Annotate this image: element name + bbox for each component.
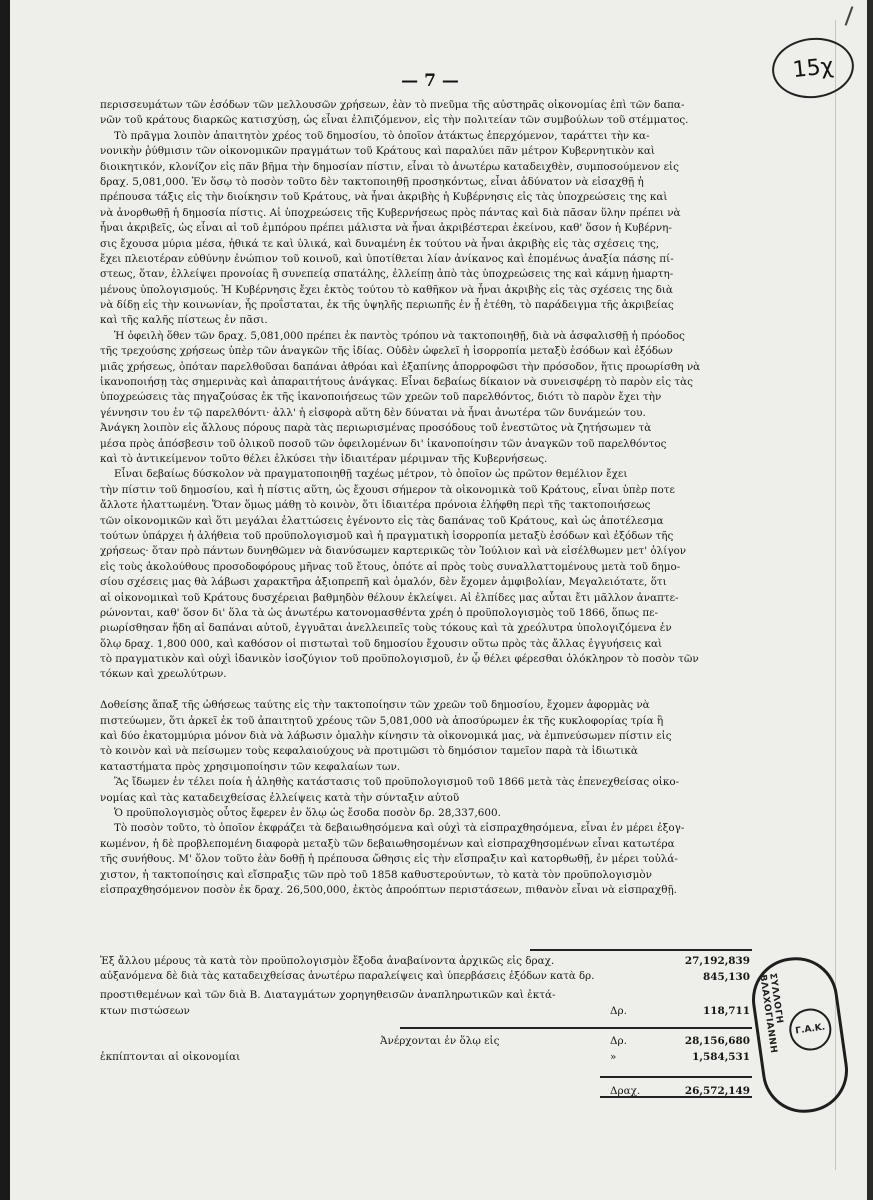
text-line: ὅλῳ δραχ. 1,800 000, καὶ καθόσον οἱ πιστωταὶ τοῦ δημοσίου ἔχουσιν οὕτω πρὸς τὰς ἄλλας ἐγγυήσεις καὶ (100, 637, 663, 650)
table-row (100, 1085, 750, 1101)
table-row-label: προστιθεμένων καὶ τῶν διὰ Β. Διαταγμάτων χορηγηθεισῶν ἀναπληρωτικῶν καὶ ἐκτά- (100, 989, 556, 1001)
text-line: τούτων ὑπάρχει ἡ ἀλήθεια τοῦ προϋπολογισμοῦ καὶ ἡ πραγματικὴ ἰσορροπία μεταξὺ ἐσόδων καὶ ἐξόδων τῆς (100, 529, 674, 542)
text-line: νονικὴν ῥύθμισιν τῶν οἰκονομικῶν πραγμάτων τοῦ Κράτους καὶ παραλύει πᾶν μέτρον Κυβερνητικὸν καὶ (100, 145, 655, 158)
text-line: μένους ὑπολογισμούς. Ἡ Κυβέρνησις ἔχει ἐκτὸς τούτου τὸ καθῆκον νὰ ἦναι ἀκριβὴς εἰς τὰς σχέσεις της διὰ (100, 283, 673, 296)
table-row-amount: 26,572,149 (684, 1085, 750, 1097)
text-line: σις ἔχουσα μύρια μέσα, ἠθικά τε καὶ ὑλικά, καὶ δυναμένη ἐκ τούτου νὰ ἦναι ἀκριβὴς εἰς τὰς σχέσεις της, (100, 237, 660, 250)
table-rule-3 (600, 1076, 752, 1078)
table-row-amount: 118,711 (703, 1005, 750, 1017)
table-row (100, 989, 750, 1005)
text-line: Ἡ ὀφειλὴ ὅθεν τῶν δραχ. 5,081,000 πρέπει ἐκ παντὸς τρόπου νὰ τακτοποιηθῇ, διὰ νὰ ἀσφαλισθῇ ἡ πρόοδος (114, 329, 685, 342)
corner-mark (845, 6, 854, 25)
text-line: διοικητικόν, κλονίζον εἰς πᾶν βῆμα τὴν δημοσίαν πίστιν, εἶναι τὸ ἀνωτέρω καταδειχθὲν, συμποσούμενον εἰς (100, 160, 679, 173)
table-rule-2 (400, 1027, 752, 1029)
text-line: Ἂς ἴδωμεν ἐν τέλει ποία ἡ ἀληθὴς κατάστασις τοῦ προϋπολογισμοῦ τοῦ 1866 μετὰ τὰς ἐπενεχθείσας οἰκο- (114, 776, 680, 789)
text-line: ἔχει πλειοτέραν εὐθύνην ἐνώπιον τοῦ κοινοῦ, καὶ ὑποτίθεται λίαν ἀνίκανος καὶ ἑπομένως ἀναξία πάσης πί- (100, 252, 674, 265)
scan-left-edge (0, 0, 10, 1200)
text-line: Τὸ πρᾶγμα λοιπὸν ἀπαιτητὸν χρέος τοῦ δημοσίου, τὸ ὁποῖον ἀτάκτως ἐπερχόμενον, ταράττει τὴν κα- (114, 129, 650, 142)
table-row-label: Ἐξ ἄλλου μέρους τὰ κατὰ τὸν προϋπολογισμὸν ἔξοδα ἀναβαίνοντα ἀρχικῶς εἰς δραχ. (100, 955, 555, 967)
text-line: τῶν οἰκονομικῶν καὶ ὅτι μεγάλαι ἐλαττώσεις ἐγένοντο εἰς τὰς δαπάνας τοῦ Κράτους, καὶ ὡς ἀποτέλεσμα (100, 514, 664, 527)
text-line: μιᾶς χρήσεως, ὁπόταν παρελθοῦσαι δαπάναι ἀθρόαι καὶ ἐξαπίνης ἀπορροφῶσι τὴν πρόσοδον, ἥτις προωρίσθη νὰ (100, 360, 701, 373)
table-row-currency: Δρ. (610, 1035, 627, 1047)
table-row-currency: Δρ. (610, 1005, 627, 1017)
table-rule-1 (530, 949, 752, 951)
text-line: καὶ τῆς καλῆς πίστεως ἐν πᾶσι. (100, 314, 268, 327)
text-line: σίου σχέσεις μας θὰ λάβωσι χαρακτῆρα ἀξιοπρεπῆ καὶ ὁμαλόν, δὲν ἔχομεν ἀμφιβολίαν, Μεγαλειότατε, ὅτι (100, 576, 667, 589)
table-row (100, 1005, 750, 1021)
table-row (100, 1035, 750, 1051)
text-line: τόκων καὶ χρεωλύτρων. (100, 668, 227, 681)
text-line: νομίας καὶ τὰς καταδειχθείσας ἐλλείψεις κατὰ τὴν σύνταξιν αὐτοῦ (100, 791, 460, 804)
text-line: περισσευμάτων τῶν ἐσόδων τῶν μελλουσῶν χρήσεων, ἐὰν τὸ πνεῦμα τῆς αὐστηρᾶς οἰκονομίας ἐπὶ τῶν δαπα- (100, 99, 685, 111)
text-line (100, 683, 758, 698)
text-line: δραχ. 5,081,000. Ἐν ὅσῳ τὸ ποσὸν τοῦτο δὲν τακτοποιηθῇ προσηκόντως, εἶναι ἀδύνατον νὰ εἰσαχθῇ ἡ (100, 175, 644, 188)
table-row (100, 1051, 750, 1067)
text-line: χιστον, ἡ τακτοποίησις καὶ εἴσπραξις τῶν πρὸ τοῦ 1858 καθυστερούντων, τὸ κατὰ τὸν προϋπολογισμὸν (100, 868, 652, 881)
text-line: ὑποχρεώσεις τὰς πηγαζούσας ἐκ τῆς ἱκανοποιήσεως τῶν χρεῶν τοῦ παρελθόντος, διότι τὸ παρὸν ἔχει τὴν (100, 391, 662, 404)
table-row-amount: 28,156,680 (684, 1035, 750, 1047)
text-line: καὶ δύο ἑκατομμύρια μόνον διὰ νὰ λάβωσιν ὁμαλὴν κίνησιν τὰ οἰκονομικά μας, νὰ ἐμπνεύσωμεν πίστιν εἰς (100, 730, 672, 743)
text-line: ρώνονται, καθ' ὅσον δι' ὅλα τὰ ὡς ἀνωτέρω κατονομασθέντα χρέη ὁ προϋπολογισμὸς τοῦ 1866, ὅπως πε- (100, 606, 659, 619)
text-line: πιστεύωμεν, ὅτι ἀρκεῖ ἐκ τοῦ ἀπαιτητοῦ χρέους τῶν 5,081,000 νὰ ἀποσύρωμεν ἐκ τῆς κυκλοφορίας τρία ἢ (100, 714, 664, 727)
text-line: τὴν πίστιν τοῦ δημοσίου, καὶ ἡ πίστις αὕτη, ὡς ἔχουσι σήμερον τὰ οἰκονομικὰ τοῦ Κράτους, εἶναι ὑπὲρ ποτε (100, 483, 675, 496)
text-line: στεως, ὅταν, ἐλλείψει προνοίας ἢ συνεπείᾳ σπατάλης, ἐλλείπῃ ἀπὸ τὰς ὑποχρεώσεις της καὶ κάμνῃ ἡμαρτη- (100, 268, 674, 281)
table-row-amount: 1,584,531 (692, 1051, 750, 1063)
text-line: χρήσεως· ὅταν πρὸ πάντων δυνηθῶμεν νὰ διανύσωμεν καρτερικῶς τὸν Ἰούλιον καὶ νὰ εἰσέλθωμεν μετ' ὀλίγον (100, 545, 687, 558)
table-row-amount: 27,192,839 (684, 955, 750, 967)
text-line: καὶ τὸ ἀντικείμενον τοῦτο θέλει ἑλκύσει τὴν ἰδιαιτέραν μέριμναν τῆς Κυβερνήσεως. (100, 452, 548, 465)
text-line: Ἀνάγκη λοιπὸν εἰς ἄλλους πόρους παρὰ τὰς περιωρισμένας προσόδους τοῦ ἐνεστῶτος νὰ ζητήσωμεν τὰ (100, 422, 652, 435)
text-line: μέσα πρὸς ἀπόσβεσιν τοῦ ὁλικοῦ ποσοῦ τῶν ὀφειλομένων δι' ἱκανοποίησιν τῶν ἀναγκῶν τοῦ παρελθόντος (100, 437, 667, 450)
handwritten-folio-number: 15χ (769, 34, 857, 102)
table-row-label: ἐκπίπτονται αἱ οἰκονομίαι (100, 1051, 241, 1063)
table-row (100, 955, 750, 971)
text-line: νὰ ἀνορθωθῇ ἡ δημοσία πίστις. Αἱ ὑποχρεώσεις τῆς Κυβερνήσεως πρὸς πάντας καὶ διὰ πᾶσαν ὕλην πρέπει νὰ (100, 206, 681, 219)
table-row-currency: » (610, 1051, 617, 1063)
text-line: γέννησιν του ἐν τῷ παρελθόντι· ἀλλ' ἡ εἰσφορὰ αὕτη δὲν δύναται νὰ ἦναι ἀνωτέρα τῶν δυνάμεών του. (100, 406, 646, 419)
table-row-label: αὐξανόμενα δὲ διὰ τὰς καταδειχθείσας ἀνωτέρω παραλείψεις καὶ ὑπερβάσεις ἐξόδων κατὰ δρ. (100, 971, 595, 982)
text-line: τὸ κοινὸν καὶ νὰ πείσωμεν τοὺς κεφαλαιούχους νὰ προτιμῶσι τὸ δημόσιον ταμεῖον παρὰ τὰ ἰδιωτικὰ (100, 745, 638, 758)
text-line: εἰς τοὺς ἀκολούθους προσοδοφόρους μῆνας τοῦ ἔτους, ὁπότε αἱ πρὸς τοὺς συναλλαττομένους μετὰ τοῦ δημο- (100, 560, 681, 573)
page-number: — 7 — (401, 71, 459, 91)
text-line: Τὸ ποσὸν τοῦτο, τὸ ὁποῖον ἐκφράζει τὰ δεβαιωθησόμενα καὶ οὐχὶ τὰ εἰσπραχθησόμενα, εἶναι ἐν μέρει ἐξογ- (114, 822, 685, 835)
text-line: κωμένον, ἡ δὲ προβλεπομένη διαφορὰ μεταξὺ τῶν δεβαιωθησομένων καὶ εἰσπραχθησομένων εἶναι κατωτέρα (100, 837, 675, 850)
text-line: Ὁ προϋπολογισμὸς οὗτος ἔφερεν ἐν ὅλῳ ὡς ἔσοδα ποσὸν δρ. 28,337,600. (114, 806, 501, 819)
text-line: ἦναι ἀκριβεῖς, ὡς εἶναι αἱ τοῦ ἐμπόρου πρέπει μάλιστα νὰ ἦναι ἀκριβέστεραι ἐκείνου, καθ' ὅσον ἡ Κυβέρνη- (100, 222, 672, 235)
table-row-label: κτων πιστώσεων (100, 1005, 190, 1017)
text-line: ριωρίσθησαν ἤδη αἱ δαπάναι αὐτοῦ, ἐγγυᾶται ἀνελλειπεῖς τοὺς τόκους καὶ τὰ χρεόλυτρα ὑπολογιζόμενα ἐν (100, 622, 672, 635)
stamp-text: ΣΥΛΛΟΓΗ ΒΛΑΧΟΓΙΑΝΝΗ (757, 972, 785, 1055)
text-line: τῆς τρεχούσης χρήσεως ὑπὲρ τῶν ἀναγκῶν τῆς ἰδίας. Οὐδὲν ὠφελεῖ ἡ ἰσορροπία μεταξὺ ἐσόδων καὶ ἐξόδων (100, 345, 673, 358)
text-line: Εἶναι δεβαίως δύσκολον νὰ πραγματοποιηθῇ ταχέως μέτρον, τὸ ὁποῖον ὡς πρῶτον θεμέλιον ἔχει (114, 468, 628, 481)
table-row-currency: Δραχ. (610, 1085, 641, 1097)
stamp-inner-label: Γ.Α.Κ. (787, 1006, 834, 1053)
text-line: ἄλλοτε ἠλαττωμένη. Ὅταν ὅμως μάθῃ τὸ κοινὸν, ὅτι ἰδιαιτέρα πρόνοια ἐλήφθη περὶ τῆς τακτοποιήσεως (100, 499, 651, 512)
text-line: καταστήματα πρὸς χρησιμοποίησιν τῶν κεφαλαίων των. (100, 760, 401, 773)
table-row-amount: 845,130 (703, 971, 750, 983)
text-line: τῆς συνήθους. Μ' ὅλον τοῦτο ἐὰν δοθῇ ἡ πρέπουσα ὤθησις εἰς τὴν εἴσπραξιν καὶ κατορθωθῇ, ἐν μέρει τοὐλά- (100, 853, 678, 866)
table-row (100, 971, 750, 987)
text-line: νῶν τοῦ κράτους διαρκῶς κατισχύσῃ, ὡς εἶναι ἐλπιζόμενον, εἰς τὴν πολιτείαν τῶν συμβούλων τοῦ στέμματος. (100, 114, 689, 127)
table-row-label: Ἀνέρχονται ἐν ὅλῳ εἰς (380, 1035, 500, 1047)
text-line: νὰ δίδῃ εἰς τὴν κοινωνίαν, ἧς προΐσταται, ἐκ τῆς ὑψηλῆς περιωπῆς ἐν ᾗ ἐτέθη, τὸ παράδειγμα τῆς ἀκριβείας (100, 299, 674, 312)
text-line: πρέπουσα τάξις εἰς τὴν διοίκησιν τοῦ Κράτους, νὰ ἦναι ἀκριβὴς ἡ Κυβέρνησις εἰς τὰς ὑποχρεώσεις της καὶ (100, 191, 668, 204)
archive-stamp (747, 952, 854, 1118)
scan-right-edge (867, 0, 873, 1200)
text-line: τὸ πραγματικὸν καὶ οὐχὶ ἰδανικὸν ἰσοζύγιον τοῦ προϋπολογισμοῦ, ἐν ᾧ θέλει φέρεσθαι ὁλόκληρον τὸ ποσὸν τῶν (100, 653, 699, 666)
text-line: εἰσπραχθησόμενον ποσὸν ἐκ δραχ. 26,500,000, ἐκτὸς ἀπροόπτων περιστάσεων, πιθανὸν εἶναι νὰ εἰσπραχθῇ. (100, 883, 677, 896)
text-line: Δοθείσης ἅπαξ τῆς ὠθήσεως ταύτης εἰς τὴν τακτοποίησιν τῶν χρεῶν τοῦ δημοσίου, ἔχομεν ἀφορμὰς νὰ (100, 699, 650, 712)
text-line: ἱκανοποιήσῃ τὰς σημερινὰς καὶ ἀπαραιτήτους ἀνάγκας. Εἶναι δεβαίως δίκαιον νὰ συνεισφέρῃ τὸ παρὸν εἰς τὰς (100, 376, 694, 389)
body-text (100, 98, 758, 898)
text-line: αἱ οἰκονομικαὶ τοῦ Κράτους δυσχέρειαι βαθμηδὸν θέλουν ἐκλείψει. Αἱ ἐλπίδες μας αὗται ἔτι μᾶλλον ἀναπτε- (100, 591, 679, 604)
